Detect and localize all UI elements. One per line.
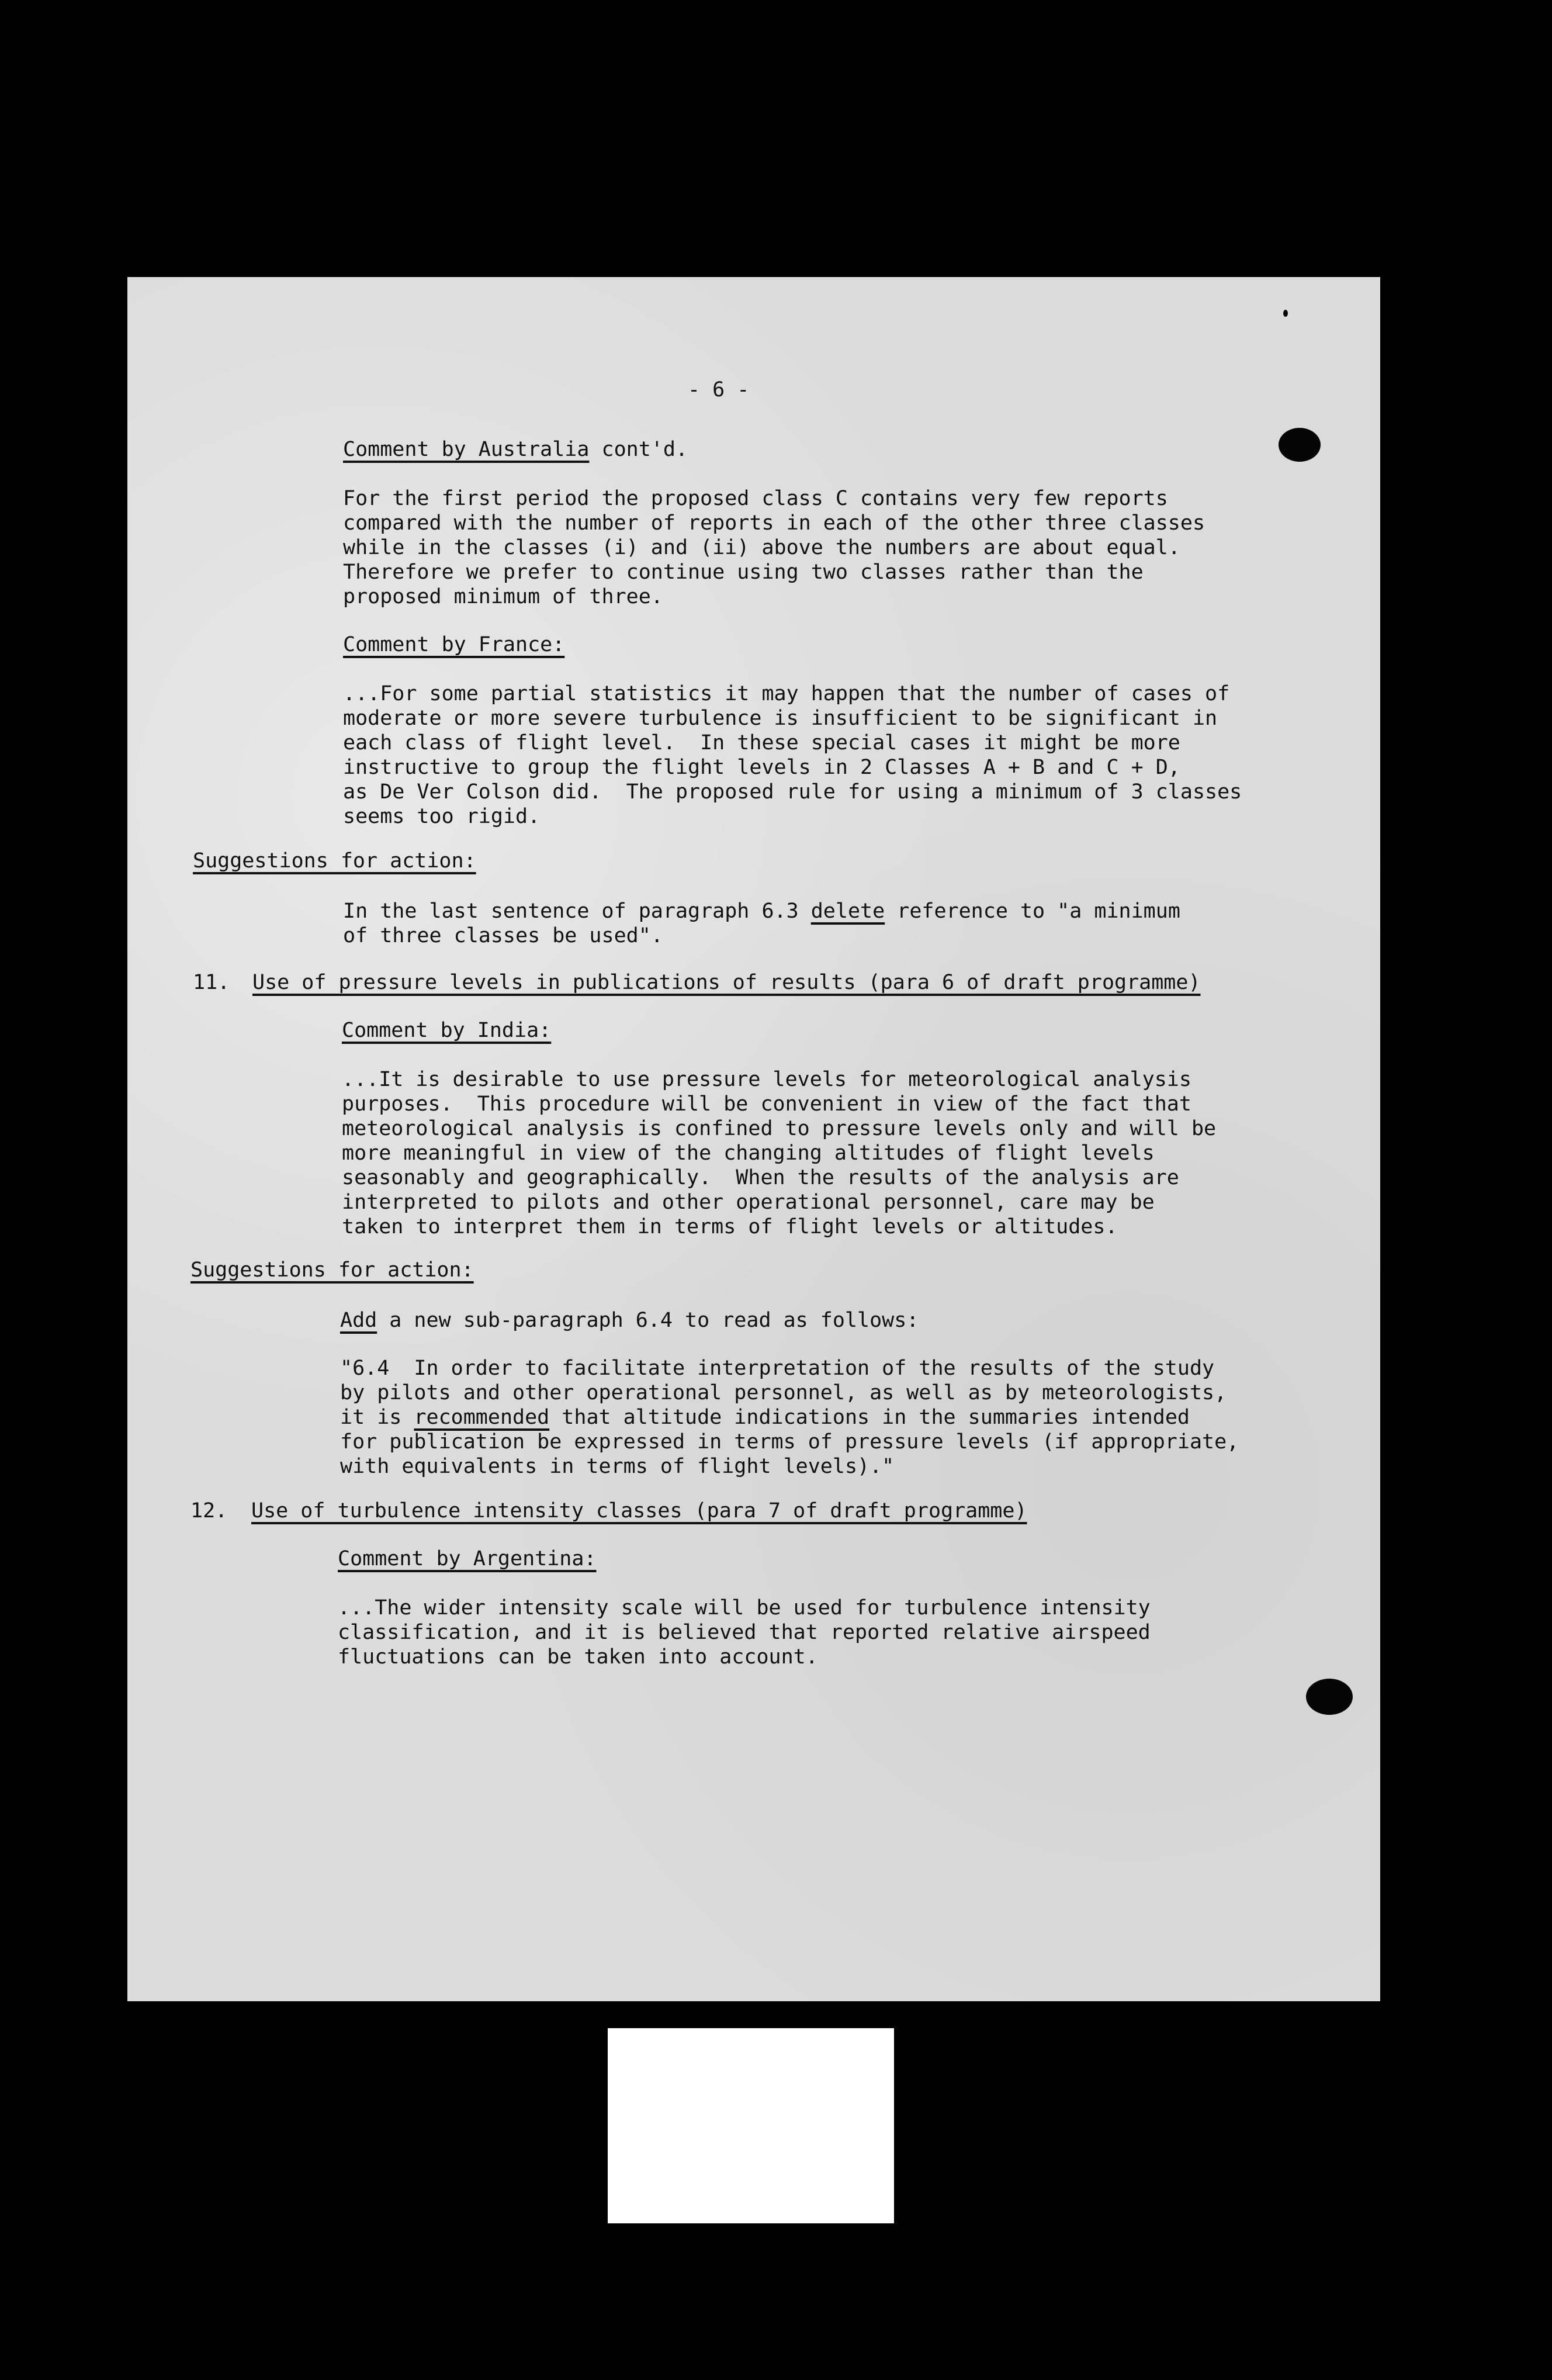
section-11-title: Use of pressure levels in publications of results (para 6 of draft programme) [252,971,1201,994]
quote-line-3-keyword: recommended [414,1406,550,1429]
page-number: - 6 - [688,378,750,402]
quote-line-2: by pilots and other operational personnel, as well as by meteorologists, [340,1381,1227,1405]
argentina-line-1: ...The wider intensity scale will be used for turbulence intensity [338,1596,1151,1620]
suggestion-1-line-2: of three classes be used". [343,924,663,947]
india-line-4: more meaningful in view of the changing altitudes of flight levels [342,1141,1155,1165]
section-12-title: Use of turbulence intensity classes (para 7 of draft programme) [251,1499,1027,1523]
suggestion-1-line-1 [343,899,1180,923]
quote-line-3 [340,1405,1190,1430]
ink-speck [1283,310,1288,317]
india-line-2: purposes. This procedure will be convenient in view of the fact that [342,1092,1191,1116]
argentina-line-2: classification, and it is believed that reported relative airspeed [338,1621,1151,1644]
argentina-line-3: fluctuations can be taken into account. [338,1645,818,1669]
suggestion-2-add-rest: a new sub-paragraph 6.4 to read as follows: [377,1309,919,1332]
australia-line-2: compared with the number of reports in each of the other three classes [343,511,1205,535]
india-line-7: taken to interpret them in terms of flight levels or altitudes. [342,1215,1118,1239]
quote-line-3-before: it is [340,1406,414,1429]
india-line-5: seasonably and geographically. When the results of the analysis are [342,1166,1179,1189]
quote-line-4: for publication be expressed in terms of pressure levels (if appropriate, [340,1430,1239,1454]
blank-label-card [608,2028,894,2223]
suggestion-1-text-after: reference to "a minimum [885,900,1180,923]
france-line-2: moderate or more severe turbulence is insufficient to be significant in [343,707,1218,730]
punch-hole-bottom [1306,1679,1353,1715]
australia-line-1: For the first period the proposed class C contains very few reports [343,487,1168,510]
suggestion-2-add-line [340,1308,919,1333]
australia-line-5: proposed minimum of three. [343,585,663,608]
suggestion-1-text-before: In the last sentence of paragraph 6.3 [343,900,811,923]
quote-line-3-after: that altitude indications in the summaries intended [549,1406,1190,1429]
punch-hole-top [1279,428,1321,462]
india-heading: Comment by India: [342,1019,552,1042]
australia-heading-line [343,437,688,462]
australia-heading: Comment by Australia [343,438,590,461]
india-line-3: meteorological analysis is confined to pressure levels only and will be [342,1117,1217,1140]
france-line-4: instructive to group the flight levels in 2 Classes A + B and C + D, [343,756,1180,779]
france-heading: Comment by France: [343,633,565,656]
france-line-3: each class of flight level. In these special cases it might be more [343,731,1180,755]
india-line-1: ...It is desirable to use pressure levels for meteorological analysis [342,1068,1191,1091]
australia-heading-suffix: cont'd. [589,438,688,461]
section-12-number: 12. [190,1499,228,1523]
suggestions-heading-1: Suggestions for action: [193,849,476,873]
section-11-number: 11. [193,971,230,994]
france-line-5: as De Ver Colson did. The proposed rule for using a minimum of 3 classes [343,780,1242,804]
quote-line-1: "6.4 In order to facilitate interpretation of the results of the study [340,1357,1215,1380]
quote-line-5: with equivalents in terms of flight levels)." [340,1455,895,1478]
india-line-6: interpreted to pilots and other operational personnel, care may be [342,1191,1155,1214]
suggestions-heading-2: Suggestions for action: [190,1258,474,1282]
australia-line-3: while in the classes (i) and (ii) above the numbers are about equal. [343,536,1180,559]
argentina-heading: Comment by Argentina: [338,1547,597,1570]
australia-line-4: Therefore we prefer to continue using two classes rather than the [343,561,1144,584]
suggestion-2-add-keyword: Add [340,1309,377,1332]
france-line-6: seems too rigid. [343,805,541,828]
suggestion-1-keyword: delete [810,900,885,923]
france-line-1: ...For some partial statistics it may happen that the number of cases of [343,682,1230,705]
